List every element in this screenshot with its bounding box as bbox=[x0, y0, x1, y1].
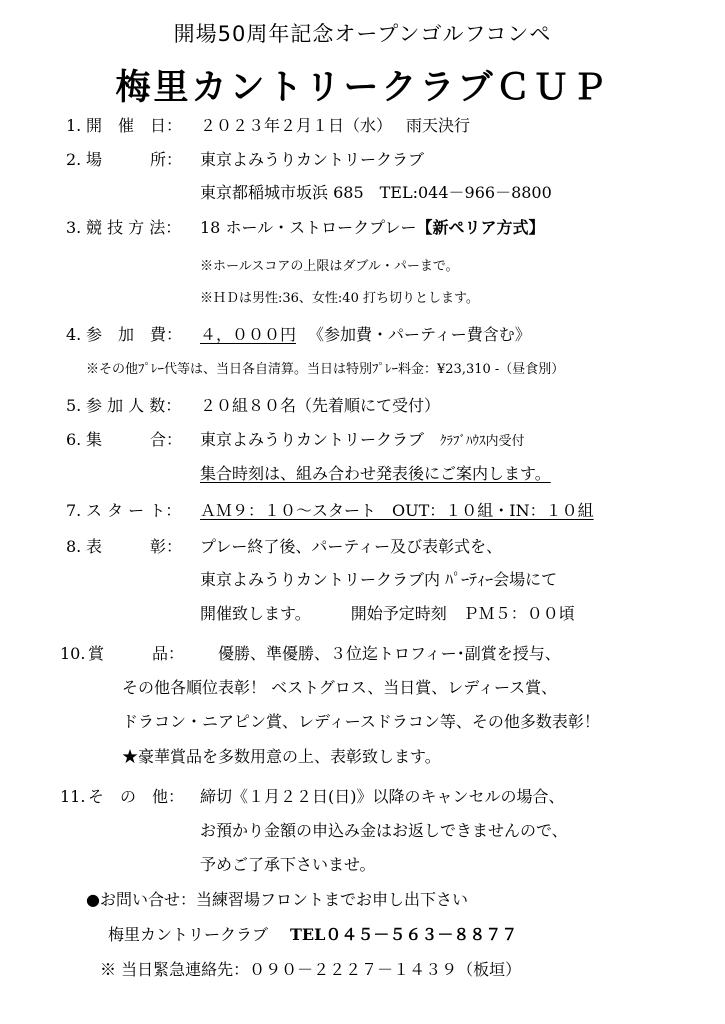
subtitle: 開場50周年記念オープンゴルフコンペ bbox=[173, 22, 552, 46]
club-tel: TEL０４５－５６３－８８７７ bbox=[290, 925, 518, 944]
start-label: 7. ス タ ー ト： bbox=[66, 501, 182, 520]
ceremony-label: 8. 表 彰： bbox=[66, 537, 183, 556]
other-line-2: お預かり金額の申込み金はお返しできませんので、 bbox=[200, 821, 568, 840]
page-title: 梅里カントリークラブＣＵＰ bbox=[115, 68, 610, 108]
other-line-3: 予めご了承下さいませ。 bbox=[200, 855, 376, 874]
contact-row bbox=[86, 886, 468, 914]
meeting-time: 集合時刻は、組み合わせ発表後にご案内します。 bbox=[200, 464, 551, 483]
ceremony-start-time: 開始予定時刻 ＰＭ５：００頃 bbox=[350, 604, 575, 623]
ceremony-line-3a: 開催致します。 bbox=[200, 604, 311, 623]
other-line-1: 締切《１月２２日(日)》以降のキャンセルの場合、 bbox=[200, 787, 565, 806]
contact-club-row bbox=[108, 921, 517, 949]
prizes-line-2-row bbox=[122, 674, 557, 702]
prizes-line-3-row bbox=[122, 708, 600, 736]
date-value: ２０２３年２月１日（水） bbox=[200, 116, 393, 135]
format-label: 3. 競 技 方 法： bbox=[66, 218, 182, 237]
start-value: ＡＭ９：１０～スタート OUT：１０組・IN：１０組 bbox=[200, 501, 594, 520]
fee-label: 4. 参 加 費： bbox=[66, 325, 183, 344]
ceremony-line-2: 東京よみうりカントリークラブ内 ﾊﾟｰﾃｨｰ会場にて bbox=[200, 570, 558, 589]
contact-info: ●お問い合せ：当練習場フロントまでお申し出下さい bbox=[86, 890, 468, 909]
meeting-label: 6. 集 合： bbox=[66, 430, 183, 449]
format-note-1: ※ホールスコアの上限はダブル・パーまで。 bbox=[200, 259, 459, 274]
other-label: 11. そ の 他： bbox=[60, 787, 185, 806]
fee-extra-row bbox=[86, 356, 564, 384]
fee-extra-note: ※その他ﾌﾟﾚｰ代等は、当日各自清算。当日は特別ﾌﾟﾚｰ料金：¥23,310 -（昼食別） bbox=[86, 362, 565, 377]
fee-value: ４，０００円 bbox=[200, 325, 297, 344]
rain-note: 雨天決行 bbox=[406, 116, 471, 135]
meeting-value: 東京よみうりカントリークラブ bbox=[200, 430, 425, 449]
prizes-line-2: その他各順位表彰！ ベストグロス、当日賞、レディース賞、 bbox=[122, 678, 558, 697]
fee-note: 《参加費・パーティー費含む》 bbox=[308, 325, 531, 344]
ceremony-line-1: プレー終了後、パーティー及び表彰式を、 bbox=[200, 537, 503, 556]
prizes-line-4-row bbox=[122, 743, 441, 771]
venue-value: 東京よみうりカントリークラブ bbox=[200, 150, 425, 169]
prizes-line-4: ★豪華賞品を多数用意の上、表彰致します。 bbox=[122, 747, 441, 766]
prizes-line-3: ドラコン・ニアピン賞、レディースドラコン等、その他多数表彰！ bbox=[122, 712, 600, 731]
capacity-value: ２０組８０名（先着順にて受付） bbox=[200, 396, 441, 415]
venue-address: 東京都稲城市坂浜 685 TEL:044－966－8800 bbox=[200, 183, 552, 202]
capacity-label: 5. 参 加 人 数： bbox=[66, 396, 182, 415]
meeting-note: ｸﾗﾌﾞﾊｳｽ内受付 bbox=[440, 434, 525, 449]
venue-label: 2. 場 所： bbox=[66, 150, 183, 169]
prizes-line-1: 優勝、準優勝、３位迄トロフィー･副賞を授与、 bbox=[218, 644, 561, 663]
prizes-label: 10. 賞 品： bbox=[60, 644, 185, 663]
date-label: 1. 開 催 日： bbox=[66, 116, 183, 135]
emergency-contact: ※ 当日緊急連絡先：０９０－２２２７－１４３９（板垣） bbox=[100, 960, 522, 979]
format-value: 18 ホール・ストロークプレー bbox=[200, 218, 417, 237]
emergency-row bbox=[100, 956, 521, 984]
format-note-2: ※ＨＤは男性:36、女性:40 打ち切りとします。 bbox=[200, 291, 479, 306]
format-method: 【新ペリア方式】 bbox=[416, 218, 545, 237]
club-name: 梅里カントリークラブ bbox=[108, 925, 269, 944]
